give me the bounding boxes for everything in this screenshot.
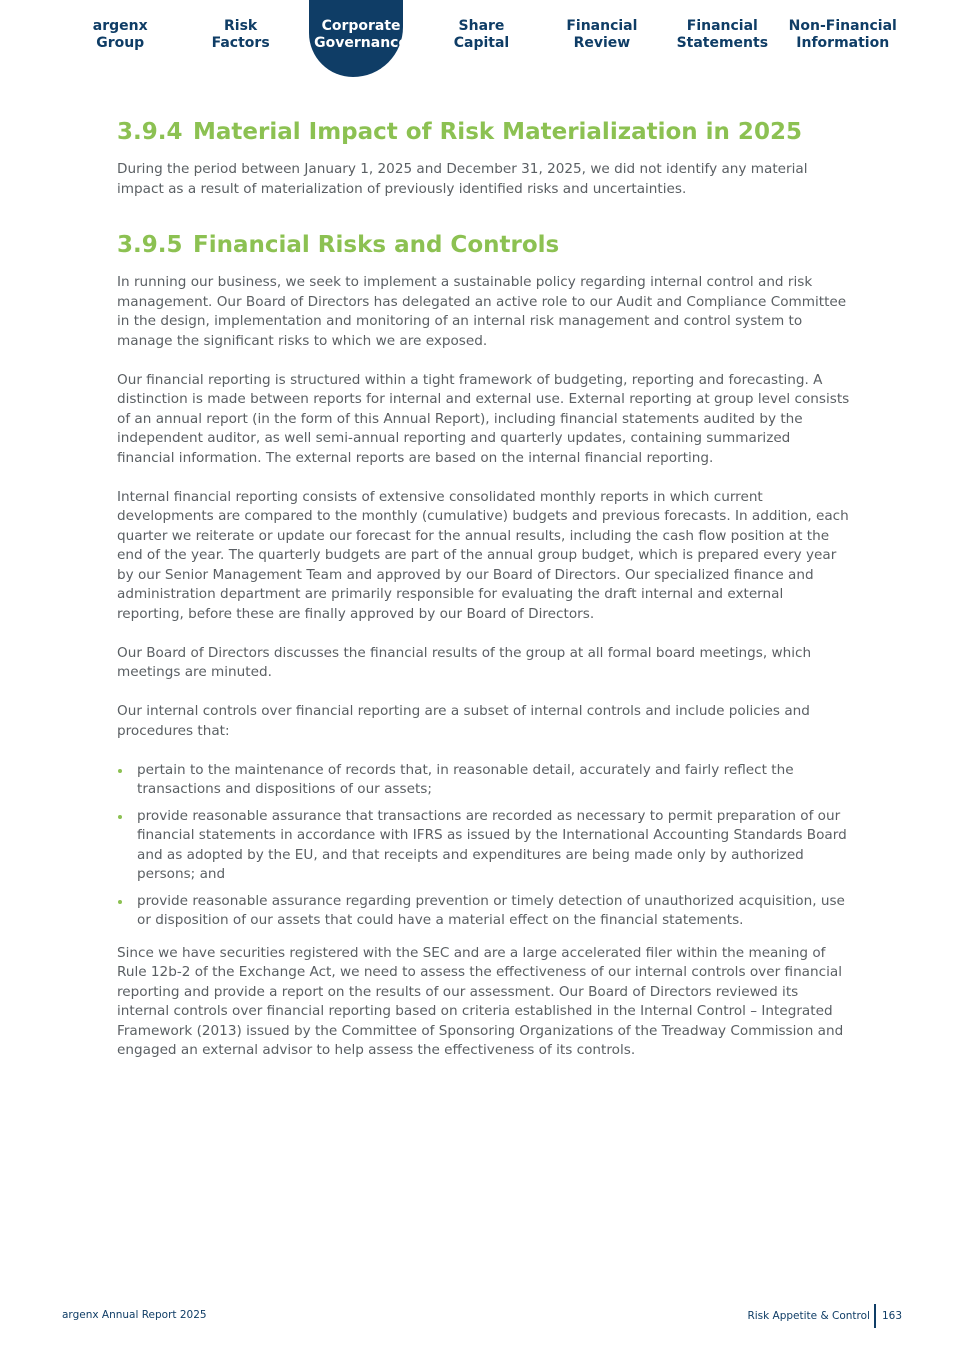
footer-divider [874, 1304, 876, 1328]
paragraph: In running our business, we seek to implement a sustainable policy regarding internal control and risk management. Our Board of Directors has delegated an active role to our Audit and Compliance Committee in the design, implementation and monitoring of an internal risk management and control system to manage the significant risks to which we are exposed. [117, 274, 847, 349]
nav-tab-corporate-governance[interactable] [301, 0, 421, 80]
nav-tab-label: Corporate Governance [314, 18, 408, 51]
paragraph: Our Board of Directors discusses the financial results of the group at all formal board meetings, which meetings are minuted. [117, 644, 812, 680]
nav-tab-financial-review[interactable] [542, 0, 662, 80]
bullet-list [117, 761, 852, 931]
nav-tab-label: Share Capital [453, 18, 510, 51]
paragraph: During the period between January 1, 2025 and December 31, 2025, we did not identify any material impact as a result of materialization of previously identified risks and uncertainties. [117, 161, 808, 197]
nav-tab-financial-statements[interactable] [662, 0, 782, 80]
nav-tab-label: Financial Statements [676, 18, 769, 51]
section-heading-3-9-4 [117, 112, 852, 152]
paragraph: Our internal controls over financial reporting are a subset of internal controls and include policies and procedures that: [117, 703, 810, 739]
list-item: provide reasonable assurance regarding prevention or timely detection of unauthorized acquisition, use or disposition of our assets that could have a material effect on the financial statements. [117, 892, 852, 931]
nav-tab-label: Financial Review [566, 18, 638, 51]
paragraph: Since we have securities registered with the SEC and are a large accelerated filer within the meaning of Rule 12b-2 of the Exchange Act, we need to assess the effectiveness of our internal controls over financial reporting and provide a report on the results of our assessment. Our Board of Directors reviewed its internal controls over financial reporting based on criteria established in the Internal Control – Integrated Framework (2013) issued by the Committee of Sponsoring Organizations of the Treadway Commission and engaged an external advisor to help assess the effectiveness of its controls. [117, 944, 844, 1058]
page-number: 163 [881, 1310, 902, 1322]
list-item: pertain to the maintenance of records that, in reasonable detail, accurately and fairly reflect the transactions and dispositions of our assets; [117, 761, 852, 800]
section-title: Financial Risks and Controls [193, 232, 560, 258]
footer-report-title: argenx Annual Report 2025 [62, 1309, 207, 1321]
top-navigation [60, 0, 903, 80]
nav-tab-non-financial-information[interactable] [783, 0, 903, 80]
footer-page-info [747, 1304, 902, 1328]
section-heading-3-9-5 [117, 225, 852, 265]
nav-tab-argenx-group[interactable] [60, 0, 180, 80]
nav-tab-risk-factors[interactable] [180, 0, 300, 80]
nav-tab-label: Non-Financial Information [788, 18, 897, 51]
nav-tab-label: Risk Factors [211, 18, 270, 51]
paragraph: Internal financial reporting consists of extensive consolidated monthly reports in which current developments are compared to the monthly (cumulative) budgets and previous forecasts. In addition, each quarter we reiterate or update our forecast for the annual results, including the cash flow position at the end of the year. The quarterly budgets are part of the annual group budget, which is prepared every year by our Senior Management Team and approved by our Board of Directors. Our specialized finance and administration department are primarily responsible for evaluating the draft internal and external reporting, before these are finally approved by our Board of Directors. [117, 488, 849, 622]
list-item: provide reasonable assurance that transactions are recorded as necessary to permit preparation of our financial statements in accordance with IFRS as issued by the International Accounting Standards Board and as adopted by the EU, and that receipts and expenditures are being made only by authorized persons; and [117, 807, 852, 885]
paragraph: Our financial reporting is structured within a tight framework of budgeting, reporting and forecasting. A distinction is made between reports for internal and external use. External reporting at group level consists of an annual report (in the form of this Annual Report), including financial statements audited by the independent auditor, as well semi-annual reporting and quarterly updates, containing summarized financial information. The external reports are based on the internal financial reporting. [117, 371, 850, 466]
section-number: 3.9.4 [117, 119, 183, 145]
nav-tab-share-capital[interactable] [421, 0, 541, 80]
nav-tab-label: argenx Group [92, 18, 148, 51]
section-number: 3.9.5 [117, 232, 183, 258]
footer-section-name: Risk Appetite & Control [747, 1310, 870, 1322]
section-title: Material Impact of Risk Materialization in 2025 [193, 119, 802, 145]
page-content [117, 112, 852, 1061]
